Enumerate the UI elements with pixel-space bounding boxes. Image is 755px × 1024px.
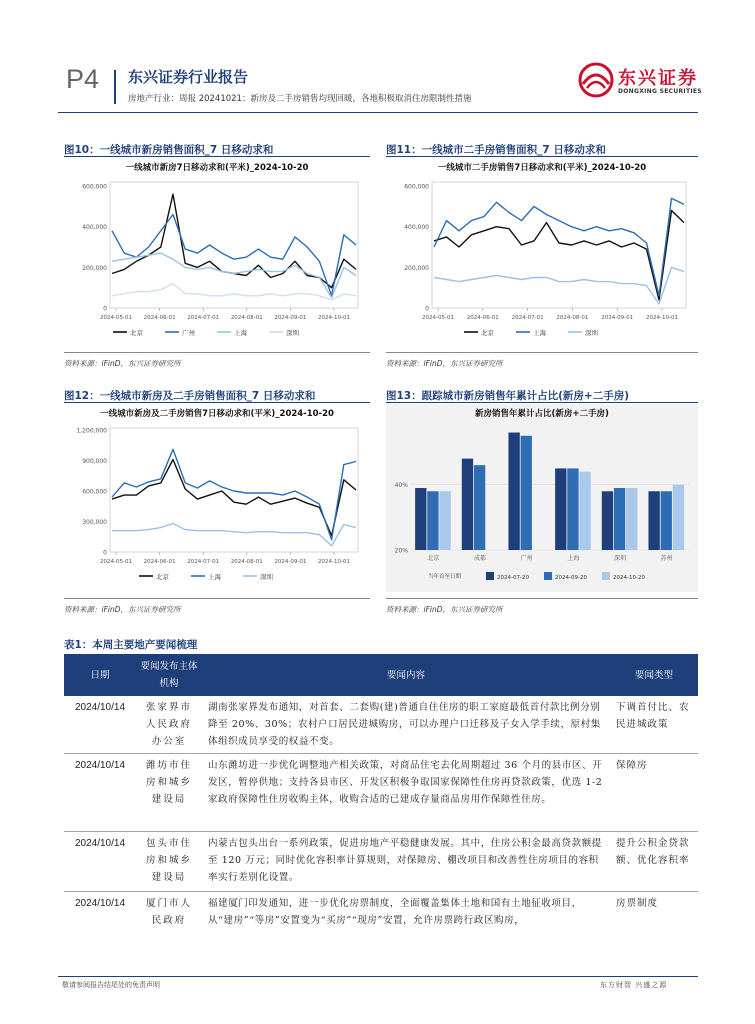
figure-12-source: 资料来源：iFinD，东兴证券研究所 xyxy=(64,605,181,614)
x-tick-label: 2024-07-01 xyxy=(187,559,220,565)
chart-svg xyxy=(64,158,370,348)
bar-深圳-2024-07-20 xyxy=(602,491,613,550)
y-tick-label: 200,000 xyxy=(404,264,429,272)
legend-label: 上海 xyxy=(208,573,221,581)
legend-label: 2024-10-20 xyxy=(613,575,645,581)
page-header xyxy=(58,62,702,110)
report-subtitle: 房地产行业：周报 20241021：新房及二手房销售均现回暖，各地积极取消住房限制性措施 xyxy=(128,94,472,104)
y-tick-label: 400,000 xyxy=(82,224,107,232)
y-tick-label: 600,000 xyxy=(404,183,429,191)
bar-北京-2024-09-20 xyxy=(427,491,438,550)
figure-10-title: 图10：一线城市新房销售面积_7 日移动求和 xyxy=(64,144,274,156)
figure-10-title-rule xyxy=(64,156,370,157)
x-tick-label: 2024-10-01 xyxy=(318,559,350,565)
x-tick-label: 上海 xyxy=(567,555,580,562)
header-rule xyxy=(58,112,698,113)
y-tick-label: 20% xyxy=(394,547,408,555)
plot-frame xyxy=(110,428,358,552)
x-tick-label: 2024-10-01 xyxy=(318,315,350,321)
legend-swatch xyxy=(602,572,610,580)
legend-label: 广州 xyxy=(182,329,195,337)
legend-label: 深圳 xyxy=(260,573,273,581)
series-line-深圳 xyxy=(112,284,356,300)
second-hand-sales-chart xyxy=(386,158,698,348)
row-type: 提升公积金贷款额、优化容积率 xyxy=(616,838,690,866)
footer-rule xyxy=(58,976,698,977)
bar-苏州-2024-10-20 xyxy=(673,485,684,550)
figure-13-title-rule xyxy=(386,402,698,403)
new-home-sales-chart xyxy=(64,158,370,348)
x-tick-label: 2024-08-01 xyxy=(230,559,263,565)
row-org: 包头市住房和城乡建设局 xyxy=(145,838,192,883)
table-row xyxy=(64,832,698,892)
figure-11-title-rule xyxy=(386,156,698,157)
chart-title: 一线城市二手房销售7日移动求和(平米)_2024-10-20 xyxy=(437,163,647,173)
y-tick-label: 0 xyxy=(103,549,107,557)
legend-label: 深圳 xyxy=(286,329,299,337)
bar-广州-2024-07-20 xyxy=(508,433,519,550)
x-tick-label: 2024-09-01 xyxy=(274,315,307,321)
x-tick-label: 2024-09-01 xyxy=(274,559,307,565)
y-tick-label: 0 xyxy=(425,305,429,313)
footer-slogan: 东方财智 兴盛之源 xyxy=(600,981,668,989)
header-divider xyxy=(114,70,116,104)
legend-label: 北京 xyxy=(156,573,169,581)
row-content: 山东潍坊进一步优化调整地产相关政策，对商品住宅去化周期超过 36 个月的县市区、开发区，暂停供地；支持各县市区、开发区积极争取国家保障性住房再贷款政策，优选 1-2 家政府保障性住房收购主体，收购合适的已建成存量商品房用作保障性住房。 xyxy=(208,760,603,805)
row-type: 下调首付比、农民进城政策 xyxy=(616,702,690,730)
legend-swatch xyxy=(544,572,552,580)
source-rule xyxy=(64,352,370,353)
x-tick-label: 苏州 xyxy=(660,555,673,562)
page-number: P4 xyxy=(66,64,100,94)
bar-深圳-2024-09-20 xyxy=(614,488,625,550)
table-row xyxy=(64,892,698,934)
plot-frame xyxy=(110,182,358,308)
table-row xyxy=(64,754,698,832)
bar-成都-2024-09-20 xyxy=(474,465,485,550)
bar-苏州-2024-07-20 xyxy=(648,491,659,550)
row-date: 2024/10/14 xyxy=(74,702,126,713)
logo-text-cn: 东兴证券 xyxy=(618,68,698,89)
figure-13-title: 图13：跟踪城市新房销售年累计占比(新房+二手房) xyxy=(386,390,630,402)
legend-label: 2024-09-20 xyxy=(555,575,587,581)
bar-深圳-2024-10-20 xyxy=(626,488,637,550)
header-date: 日期 xyxy=(90,669,110,681)
x-tick-label: 深圳 xyxy=(613,555,627,562)
row-date: 2024/10/14 xyxy=(74,838,126,849)
table-header xyxy=(64,654,698,696)
bar-上海-2024-09-20 xyxy=(567,468,578,550)
chart-svg xyxy=(64,404,370,592)
legend-swatch xyxy=(486,572,494,580)
row-org: 厦门市人民政府 xyxy=(145,898,192,926)
legend-label: 北京 xyxy=(130,329,143,337)
x-tick-label: 2024-08-01 xyxy=(556,315,589,321)
row-date: 2024/10/14 xyxy=(74,760,126,771)
header-type: 要闻类型 xyxy=(634,669,673,681)
news-table xyxy=(64,654,698,934)
y-tick-label: 600,000 xyxy=(82,183,107,191)
y-tick-label: 900,000 xyxy=(82,458,107,466)
logo-icon xyxy=(578,62,614,98)
x-tick-label: 2024-07-01 xyxy=(511,315,544,321)
x-tick-label: 2024-08-01 xyxy=(230,315,263,321)
legend-label: 上海 xyxy=(533,329,546,337)
y-tick-label: 0 xyxy=(103,305,107,313)
legend-title: 当年首至日期 xyxy=(428,574,462,580)
figure-12-title-rule xyxy=(64,402,370,403)
x-tick-label: 2024-05-01 xyxy=(100,559,132,565)
company-logo xyxy=(578,62,728,102)
bar-苏州-2024-09-20 xyxy=(661,491,672,550)
row-type: 房票制度 xyxy=(616,898,659,909)
table-title: 表1：本周主要地产要闻梳理 xyxy=(64,639,198,651)
combined-sales-chart xyxy=(64,404,370,592)
x-tick-label: 成都 xyxy=(473,555,487,562)
plot-frame xyxy=(432,182,686,308)
row-content: 湖南张家界发布通知，对首套、二套购(建)普通自住住房的职工家庭最低首付款比例分别降至 20%、30%；农村户口居民进城购房，可以办理户口迁移及子女入学手续，原村集体组织成员享受的权益不变。 xyxy=(208,702,601,747)
header-content: 要闻内容 xyxy=(386,669,425,681)
chart-title: 一线城市新房及二手房销售7日移动求和(平米)_2024-10-20 xyxy=(100,409,334,419)
legend-label: 2024-07-20 xyxy=(497,575,529,581)
figure-13-source: 资料来源：iFinD，东兴证券研究所 xyxy=(386,605,503,614)
bar-北京-2024-10-20 xyxy=(439,491,450,550)
chart-svg xyxy=(386,404,698,592)
series-line-上海 xyxy=(112,449,356,540)
bar-上海-2024-10-20 xyxy=(579,472,590,550)
header-org: 要闻发布主体机构 xyxy=(140,661,198,689)
new-home-share-bar-chart xyxy=(386,404,698,592)
legend-label: 上海 xyxy=(234,329,247,337)
row-org: 张家界市人民政府办公室 xyxy=(145,702,192,747)
series-line-北京 xyxy=(112,460,356,536)
x-tick-label: 2024-09-01 xyxy=(601,315,634,321)
chart-title: 一线城市新房7日移动求和(平米)_2024-10-20 xyxy=(125,163,309,173)
row-org: 潍坊市住房和城乡建设局 xyxy=(145,760,192,805)
source-rule xyxy=(386,352,698,353)
bar-成都-2024-07-20 xyxy=(462,459,473,550)
bar-广州-2024-09-20 xyxy=(521,436,532,550)
source-rule xyxy=(64,598,370,599)
chart-title: 新房销售年累计占比(新房+二手房) xyxy=(475,409,609,419)
bar-北京-2024-07-20 xyxy=(415,488,426,550)
row-content: 福建厦门印发通知，进一步优化房票制度，全面覆盖集体土地和国有土地征收项目，从“建房”“等房”安置变为“买房”“现房”安置，允许房票跨行政区购房， xyxy=(208,898,582,926)
y-tick-label: 1,200,000 xyxy=(76,427,107,435)
x-tick-label: 2024-05-01 xyxy=(100,315,132,321)
figure-11-source: 资料来源：iFinD，东兴证券研究所 xyxy=(386,359,503,368)
figure-12-title: 图12：一线城市新房及二手房销售面积_7 日移动求和 xyxy=(64,390,316,402)
x-tick-label: 2024-06-01 xyxy=(143,559,176,565)
chart-svg xyxy=(386,158,698,348)
table-row xyxy=(64,696,698,754)
x-tick-label: 广州 xyxy=(520,555,533,562)
source-rule xyxy=(386,598,698,599)
row-date: 2024/10/14 xyxy=(74,898,126,909)
footer-disclaimer: 敬请参阅报告结尾处的免责声明 xyxy=(62,981,160,989)
y-tick-label: 600,000 xyxy=(82,488,107,496)
x-tick-label: 2024-06-01 xyxy=(466,315,499,321)
x-tick-label: 2024-10-01 xyxy=(646,315,678,321)
figure-10-source: 资料来源：iFinD，东兴证券研究所 xyxy=(64,359,181,368)
y-tick-label: 400,000 xyxy=(404,224,429,232)
x-tick-label: 2024-05-01 xyxy=(422,315,454,321)
row-content: 内蒙古包头出台一系列政策，促进房地产平稳健康发展。其中，住房公积金最高贷款额提至 120 万元；同时优化容积率计算规则，对保障房、棚改项目和改善性住房项目的容积率实行差别化设置。 xyxy=(208,838,602,883)
series-line-深圳 xyxy=(434,267,684,304)
row-type: 保障房 xyxy=(616,760,648,771)
x-tick-label: 2024-07-01 xyxy=(187,315,220,321)
x-tick-label: 北京 xyxy=(427,555,440,562)
legend-label: 北京 xyxy=(481,329,494,337)
y-tick-label: 200,000 xyxy=(82,264,107,272)
y-tick-label: 300,000 xyxy=(82,519,107,527)
figure-11-title: 图11：一线城市二手房销售面积_7 日移动求和 xyxy=(386,144,606,156)
series-line-深圳 xyxy=(112,524,356,546)
legend-label: 深圳 xyxy=(585,329,598,337)
bar-上海-2024-07-20 xyxy=(555,468,566,550)
x-tick-label: 2024-06-01 xyxy=(143,315,176,321)
y-tick-label: 40% xyxy=(394,482,408,490)
logo-text-en: DONGXING SECURITIES xyxy=(618,88,702,95)
report-title: 东兴证券行业报告 xyxy=(128,68,249,86)
